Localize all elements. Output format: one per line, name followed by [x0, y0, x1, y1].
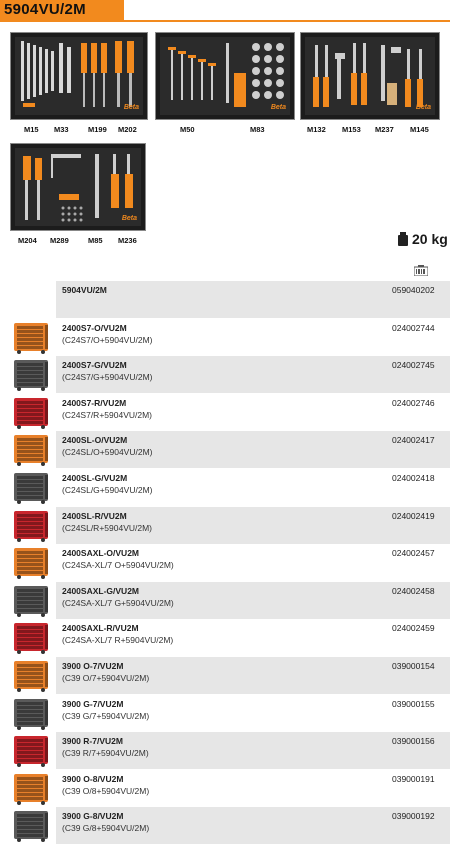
roller-cab-thumbnail — [14, 586, 48, 614]
product-code: 024002745 — [392, 360, 435, 370]
table-row — [0, 507, 450, 545]
product-composition: (C24SA-XL/7 G+5904VU/2M) — [62, 598, 174, 608]
roller-cab-thumbnail — [14, 811, 48, 839]
product-name: 2400SL-G/VU2M — [62, 473, 128, 483]
table-row — [0, 319, 450, 357]
product-composition: (C24SL/R+5904VU/2M) — [62, 523, 153, 533]
product-name: 2400SL-O/VU2M — [62, 435, 128, 445]
weight-value: 20 kg — [412, 231, 448, 247]
product-composition: (C24S7/O+5904VU/2M) — [62, 335, 153, 345]
product-name: 2400SAXL-O/VU2M — [62, 548, 139, 558]
product-code: 024002418 — [392, 473, 435, 483]
product-code: 039000156 — [392, 736, 435, 746]
product-code: 024002744 — [392, 323, 435, 333]
table-row — [0, 544, 450, 582]
product-code: 024002746 — [392, 398, 435, 408]
weight-icon — [397, 232, 409, 246]
roller-cab-thumbnail — [14, 623, 48, 651]
roller-cab-thumbnail — [14, 699, 48, 727]
product-code: 024002459 — [392, 623, 435, 633]
header — [0, 0, 450, 22]
tray-1-label-3: M199 — [88, 125, 107, 134]
product-code: 039000154 — [392, 661, 435, 671]
roller-cab-thumbnail — [14, 661, 48, 689]
tray-2-label-1: M50 — [180, 125, 195, 134]
product-name: 3900 O-7/VU2M — [62, 661, 124, 671]
roller-cab-thumbnail — [14, 323, 48, 351]
tool-tray-1 — [10, 32, 148, 120]
tray-4-label-1: M204 — [18, 236, 37, 245]
tray-3-label-3: M237 — [375, 125, 394, 134]
product-composition: (C39 G/7+5904VU/2M) — [62, 711, 150, 721]
tray-1-label-4: M202 — [118, 125, 137, 134]
tray-4-label-4: M236 — [118, 236, 137, 245]
product-name: 5904VU/2M — [62, 285, 107, 295]
table-row — [0, 281, 450, 319]
product-composition: (C24S7/R+5904VU/2M) — [62, 410, 153, 420]
brand-logo: Beta — [123, 104, 139, 111]
roller-cab-thumbnail — [14, 511, 48, 539]
roller-cab-thumbnail — [14, 360, 48, 388]
table-row — [0, 770, 450, 808]
roller-cab-thumbnail — [14, 473, 48, 501]
product-name: 2400S7-O/VU2M — [62, 323, 127, 333]
roller-cab-thumbnail — [14, 774, 48, 802]
table-row — [0, 657, 450, 695]
tray-4-label-3: M85 — [88, 236, 103, 245]
row-shading — [56, 281, 450, 318]
product-composition: (C24S7/G+5904VU/2M) — [62, 372, 153, 382]
product-composition: (C39 O/7+5904VU/2M) — [62, 673, 150, 683]
product-code: 024002419 — [392, 511, 435, 521]
tray-1-label-1: M15 — [24, 125, 39, 134]
product-composition: (C24SA-XL/7 R+5904VU/2M) — [62, 635, 174, 645]
table-row — [0, 807, 450, 845]
weight-indicator — [397, 231, 448, 247]
product-code: 059040202 — [392, 285, 435, 295]
table-row — [0, 356, 450, 394]
product-composition: (C24SA-XL/7 O+5904VU/2M) — [62, 560, 174, 570]
product-name: 3900 G-8/VU2M — [62, 811, 124, 821]
header-rule — [0, 20, 450, 22]
product-code: 039000191 — [392, 774, 435, 784]
tray-1-label-2: M33 — [54, 125, 69, 134]
barcode-icon — [414, 265, 428, 276]
product-name: 2400SAXL-G/VU2M — [62, 586, 139, 596]
product-composition: (C39 G/8+5904VU/2M) — [62, 823, 150, 833]
product-code: 039000155 — [392, 699, 435, 709]
tray-4-label-2: M289 — [50, 236, 69, 245]
table-row — [0, 619, 450, 657]
product-name: 3900 O-8/VU2M — [62, 774, 124, 784]
table-row — [0, 732, 450, 770]
tray-3-label-4: M145 — [410, 125, 429, 134]
tool-tray-3 — [300, 32, 440, 120]
product-code: 024002417 — [392, 435, 435, 445]
roller-cab-thumbnail — [14, 435, 48, 463]
product-composition: (C39 R/7+5904VU/2M) — [62, 748, 149, 758]
tray-3-label-1: M132 — [307, 125, 326, 134]
brand-logo: Beta — [270, 104, 286, 111]
table-row — [0, 695, 450, 733]
product-name: 3900 R-7/VU2M — [62, 736, 123, 746]
table-row — [0, 469, 450, 507]
roller-cab-thumbnail — [14, 736, 48, 764]
table-row — [0, 431, 450, 469]
product-code: 024002458 — [392, 586, 435, 596]
product-composition: (C39 O/8+5904VU/2M) — [62, 786, 150, 796]
product-name: 2400S7-R/VU2M — [62, 398, 127, 408]
table-row — [0, 582, 450, 620]
roller-cab-thumbnail — [14, 548, 48, 576]
tray-3-label-2: M153 — [342, 125, 361, 134]
product-composition: (C24SL/O+5904VU/2M) — [62, 447, 153, 457]
product-code: 024002457 — [392, 548, 435, 558]
brand-logo: Beta — [121, 215, 137, 222]
tool-tray-2 — [155, 32, 295, 120]
brand-logo: Beta — [415, 104, 431, 111]
tool-tray-4 — [10, 143, 146, 231]
product-composition: (C24SL/G+5904VU/2M) — [62, 485, 153, 495]
table-row — [0, 394, 450, 432]
product-name: 3900 G-7/VU2M — [62, 699, 124, 709]
product-code: 039000192 — [392, 811, 435, 821]
product-name: 2400SL-R/VU2M — [62, 511, 127, 521]
roller-cab-thumbnail — [14, 398, 48, 426]
product-name: 2400SAXL-R/VU2M — [62, 623, 139, 633]
product-title: 5904VU/2M — [4, 1, 86, 18]
tray-2-label-2: M83 — [250, 125, 265, 134]
product-name: 2400S7-G/VU2M — [62, 360, 127, 370]
